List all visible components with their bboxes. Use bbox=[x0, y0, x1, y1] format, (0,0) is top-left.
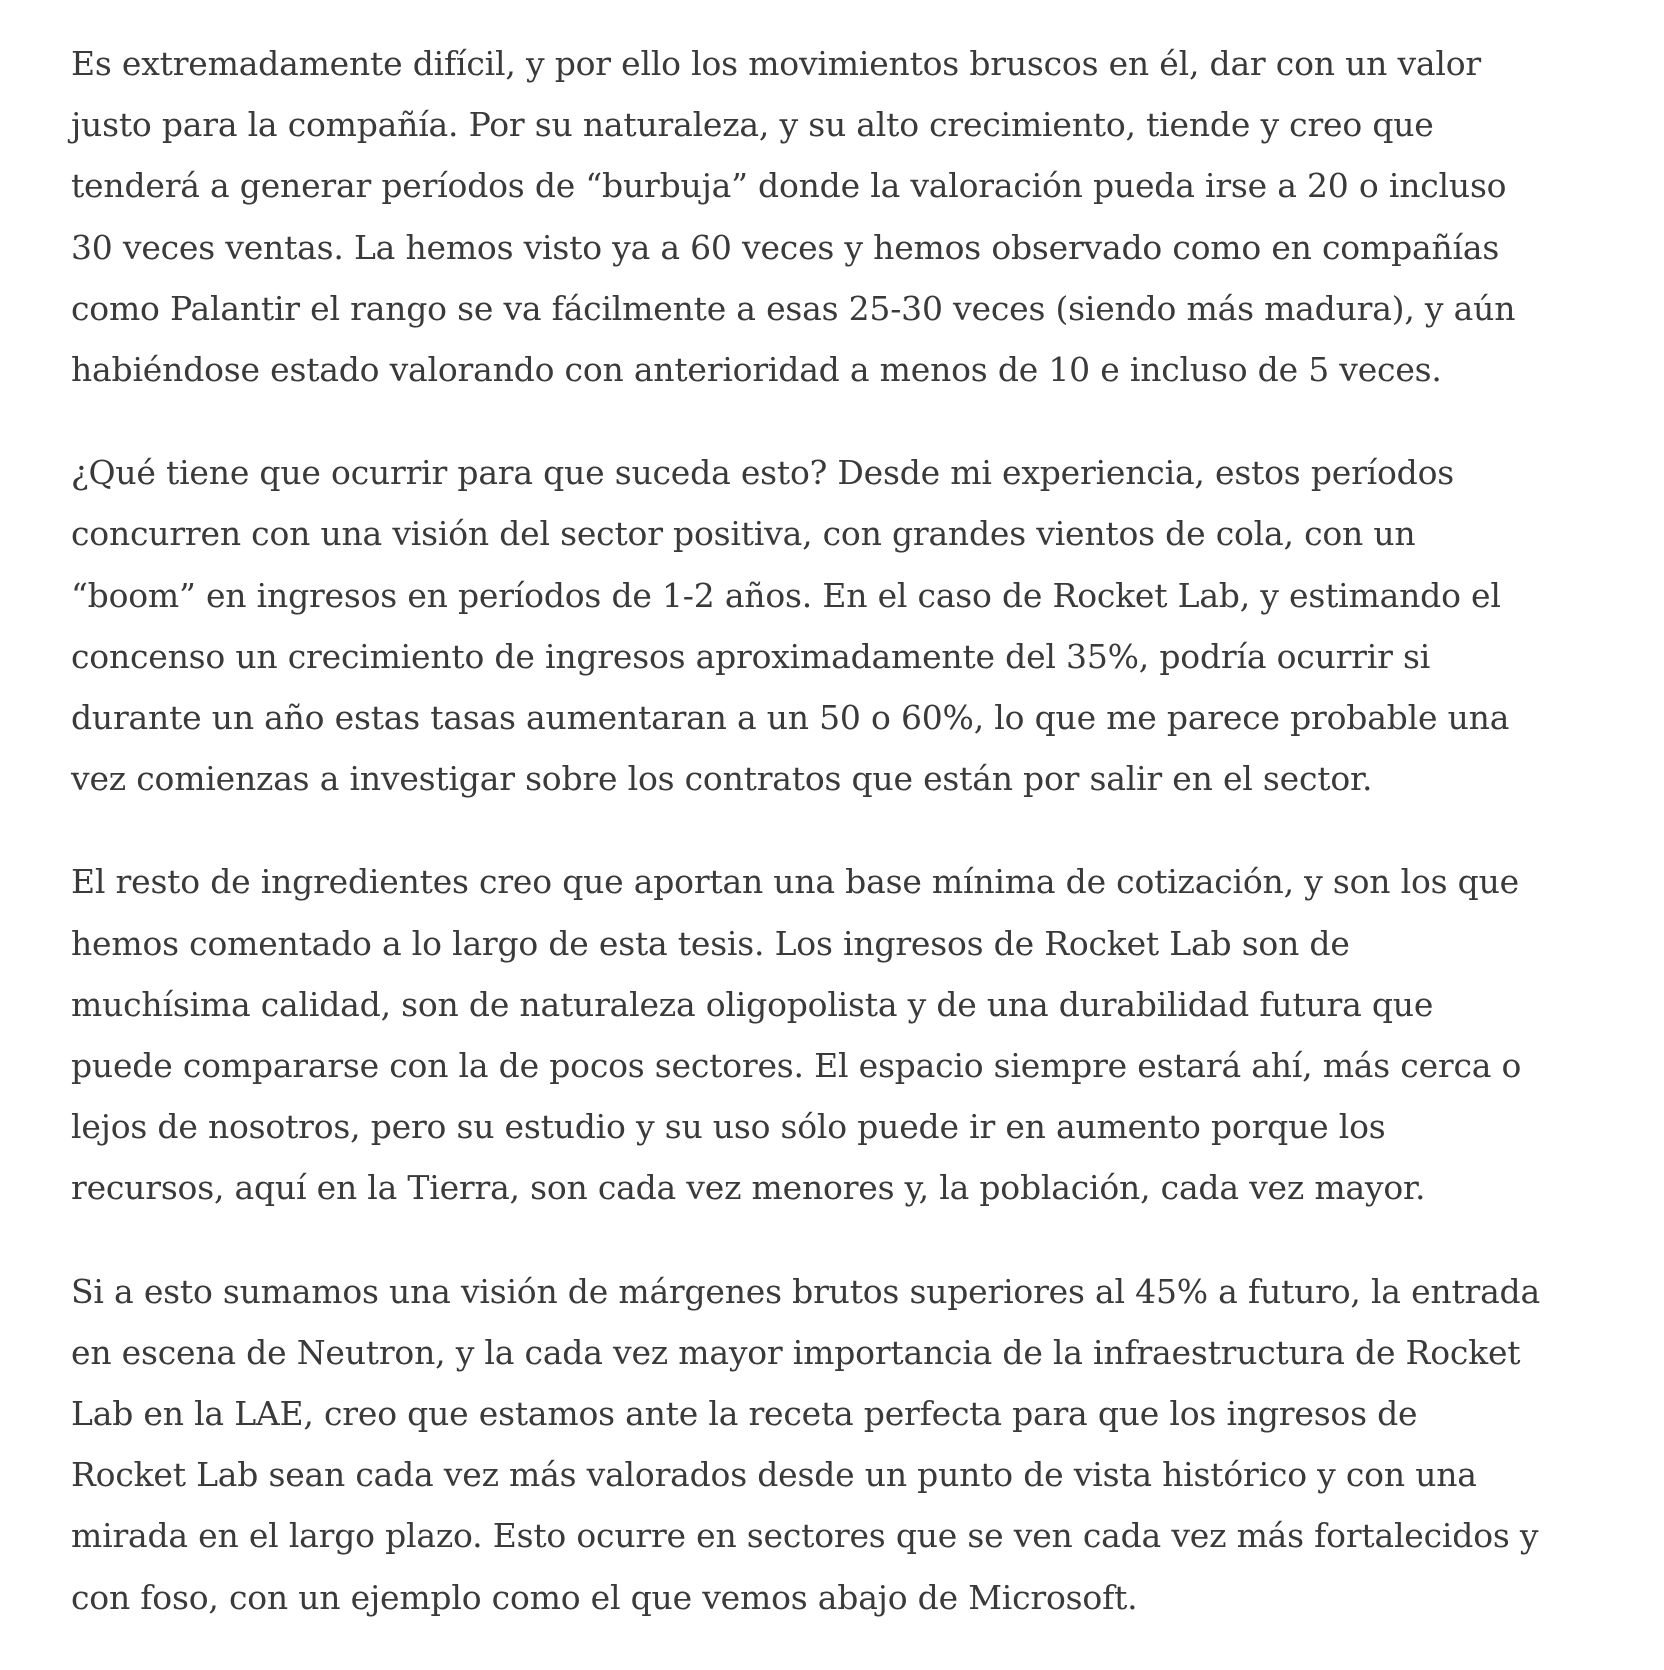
text-line: hemos comentado a lo largo de esta tesis. Los ingresos de Rocket Lab son de bbox=[71, 923, 1350, 963]
text-line: recursos, aquí en la Tierra, son cada vez menores y, la población, cada vez mayor. bbox=[71, 1168, 1426, 1208]
text-line: ¿Qué tiene que ocurrir para que suceda esto? Desde mi experiencia, estos períodos bbox=[71, 453, 1454, 493]
article-body bbox=[71, 33, 1631, 1670]
text-line: con foso, con un ejemplo como el que vemos abajo de Microsoft. bbox=[71, 1577, 1138, 1617]
text-line: 30 veces ventas. La hemos visto ya a 60 veces y hemos observado como en compañías bbox=[71, 227, 1500, 267]
text-line: en escena de Neutron, y la cada vez mayor importancia de la infraestructura de Rocket bbox=[71, 1332, 1521, 1372]
text-line: muchísima calidad, son de naturaleza oligopolista y de una durabilidad futura que bbox=[71, 984, 1434, 1024]
text-line: concenso un crecimiento de ingresos aproximadamente del 35%, podría ocurrir si bbox=[71, 636, 1431, 676]
text-line: mirada en el largo plazo. Esto ocurre en sectores que se ven cada vez más fortalecidos y bbox=[71, 1516, 1539, 1556]
paragraph-growth-conditions bbox=[71, 442, 1631, 809]
text-line: Rocket Lab sean cada vez más valorados desde un punto de vista histórico y con una bbox=[71, 1455, 1477, 1495]
text-line: justo para la compañía. Por su naturaleza, y su alto crecimiento, tiende y creo que bbox=[71, 105, 1434, 145]
text-line: Es extremadamente difícil, y por ello los movimientos bruscos en él, dar con un valor bbox=[71, 44, 1481, 83]
text-line: durante un año estas tasas aumentaran a un 50 o 60%, lo que me parece probable una bbox=[71, 698, 1510, 738]
paragraph-revenue-quality bbox=[71, 851, 1631, 1218]
text-line: tenderá a generar períodos de “burbuja” donde la valoración pueda irse a 20 o incluso bbox=[71, 166, 1507, 206]
text-line: El resto de ingredientes creo que aportan una base mínima de cotización, y son los que bbox=[71, 862, 1519, 902]
paragraph-valuation bbox=[71, 33, 1631, 400]
paragraph-conclusion bbox=[71, 1261, 1631, 1628]
text-line: lejos de nosotros, pero su estudio y su uso sólo puede ir en aumento porque los bbox=[71, 1107, 1386, 1147]
text-line: “boom” en ingresos en períodos de 1-2 años. En el caso de Rocket Lab, y estimando el bbox=[71, 575, 1501, 615]
text-line: concurren con una visión del sector positiva, con grandes vientos de cola, con un bbox=[71, 514, 1416, 554]
text-line: Si a esto sumamos una visión de márgenes brutos superiores al 45% a futuro, la entrada bbox=[71, 1271, 1540, 1311]
text-line: vez comienzas a investigar sobre los contratos que están por salir en el sector. bbox=[71, 759, 1373, 799]
text-line: como Palantir el rango se va fácilmente a esas 25-30 veces (siendo más madura), y aún bbox=[71, 288, 1516, 328]
text-line: Lab en la LAE, creo que estamos ante la receta perfecta para que los ingresos de bbox=[71, 1394, 1418, 1434]
text-line: puede compararse con la de pocos sectores. El espacio siempre estará ahí, más cerca o bbox=[71, 1046, 1522, 1086]
text-line: habiéndose estado valorando con anterioridad a menos de 10 e incluso de 5 veces. bbox=[71, 350, 1442, 390]
